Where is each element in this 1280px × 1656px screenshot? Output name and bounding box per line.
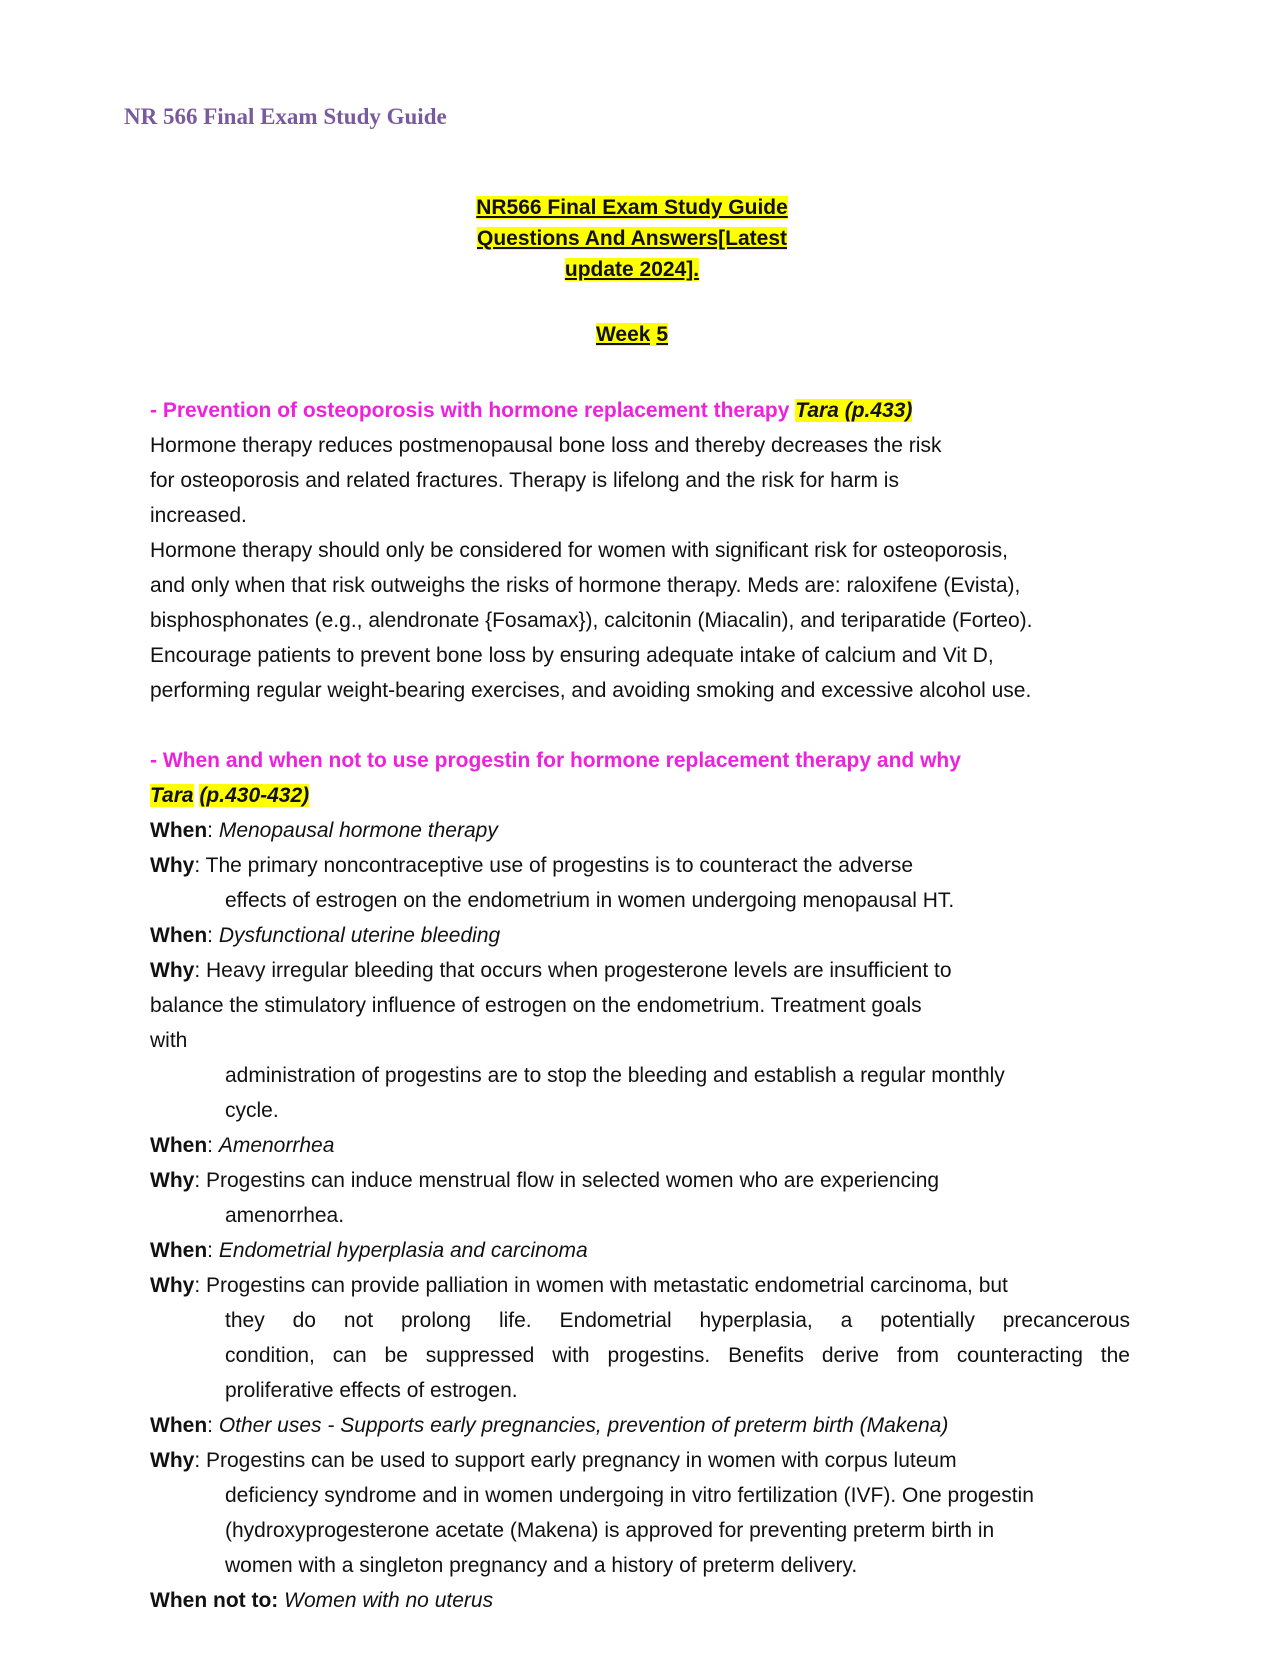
when-value: Dysfunctional uterine bleeding bbox=[218, 924, 501, 947]
document-header: NR 566 Final Exam Study Guide bbox=[124, 104, 447, 129]
section-1-body bbox=[150, 428, 1130, 708]
paragraph-line: and only when that risk outweighs the risks of hormone therapy. Meds are: raloxifene (Evista), bbox=[150, 574, 1021, 597]
title-line-3: update 2024]. bbox=[564, 258, 700, 281]
why-continuation: deficiency syndrome and in women undergoing in vitro fertilization (IVF). One progestin bbox=[225, 1484, 1034, 1507]
title-line-1: NR566 Final Exam Study Guide bbox=[476, 196, 788, 219]
when-row: When: Endometrial hyperplasia and carcinoma bbox=[150, 1239, 588, 1262]
when-row: When: Dysfunctional uterine bleeding bbox=[150, 924, 501, 947]
week-number: 5 bbox=[656, 323, 668, 346]
section-2-source-name: Tara bbox=[150, 784, 194, 807]
why-continuation: effects of estrogen on the endometrium in women undergoing menopausal HT. bbox=[225, 889, 955, 912]
why-label: Why bbox=[150, 1449, 195, 1472]
why-continuation: women with a singleton pregnancy and a history of preterm delivery. bbox=[225, 1554, 858, 1577]
when-not-value: Women with no uterus bbox=[284, 1589, 494, 1612]
when-label: When bbox=[150, 924, 208, 947]
section-1-heading bbox=[150, 393, 1130, 428]
why-continuation: amenorrhea. bbox=[225, 1204, 345, 1227]
when-not-row bbox=[150, 1583, 1130, 1618]
why-label: Why bbox=[150, 854, 195, 877]
why-continuation: proliferative effects of estrogen. bbox=[225, 1379, 518, 1402]
why-continuation: with bbox=[150, 1029, 188, 1052]
why-text: Progestins can induce menstrual flow in selected women who are experiencing bbox=[206, 1169, 940, 1192]
when-label: When bbox=[150, 1239, 208, 1262]
why-continuation: condition, can be suppressed with progestins. Benefits derive from counteracting the bbox=[225, 1344, 1130, 1367]
paragraph-line: Hormone therapy reduces postmenopausal bone loss and thereby decreases the risk bbox=[150, 434, 942, 457]
why-row: Why: Progestins can provide palliation in women with metastatic endometrial carcinoma, but bbox=[150, 1274, 1008, 1297]
section-2-source-pages: (p.430-432) bbox=[199, 784, 310, 807]
why-row: Why: Progestins can be used to support early pregnancy in women with corpus luteum bbox=[150, 1449, 957, 1472]
why-row: Why: Progestins can induce menstrual flow in selected women who are experiencing bbox=[150, 1169, 940, 1192]
when-value: Menopausal hormone therapy bbox=[218, 819, 498, 842]
section-2-heading-text: - When and when not to use progestin for hormone replacement therapy and why bbox=[150, 749, 961, 772]
paragraph-line: bisphosphonates (e.g., alendronate {Fosamax}), calcitonin (Miacalin), and teriparatide (Forteo). bbox=[150, 609, 1033, 632]
why-label: Why bbox=[150, 1274, 195, 1297]
paragraph-line: Encourage patients to prevent bone loss by ensuring adequate intake of calcium and Vit D, bbox=[150, 644, 994, 667]
document-title bbox=[0, 192, 1264, 285]
section-2-items bbox=[150, 813, 1130, 1583]
why-continuation: administration of progestins are to stop the bleeding and establish a regular monthly bbox=[225, 1064, 1005, 1087]
paragraph-line: increased. bbox=[150, 504, 247, 527]
when-label: When bbox=[150, 1134, 208, 1157]
when-row: When: Amenorrhea bbox=[150, 1134, 335, 1157]
when-value: Endometrial hyperplasia and carcinoma bbox=[218, 1239, 588, 1262]
section-1-heading-text: - Prevention of osteoporosis with hormone replacement therapy bbox=[150, 399, 790, 422]
week-heading bbox=[0, 323, 1264, 347]
paragraph-line: Hormone therapy should only be considered for women with significant risk for osteoporosis, bbox=[150, 539, 1008, 562]
why-row: Why: The primary noncontraceptive use of progestins is to counteract the adverse bbox=[150, 854, 914, 877]
document-body bbox=[150, 393, 1130, 1618]
why-text: Progestins can be used to support early pregnancy in women with corpus luteum bbox=[206, 1449, 957, 1472]
why-label: Why bbox=[150, 1169, 195, 1192]
when-value: Other uses - Supports early pregnancies, prevention of preterm birth (Makena) bbox=[218, 1414, 949, 1437]
section-2-source bbox=[150, 778, 1130, 813]
why-label: Why bbox=[150, 959, 195, 982]
why-continuation: cycle. bbox=[225, 1099, 279, 1122]
when-row: When: Other uses - Supports early pregnancies, prevention of preterm birth (Makena) bbox=[150, 1414, 949, 1437]
why-text: Heavy irregular bleeding that occurs when progesterone levels are insufficient to bbox=[206, 959, 952, 982]
why-text: Progestins can provide palliation in women with metastatic endometrial carcinoma, but bbox=[206, 1274, 1008, 1297]
why-continuation: (hydroxyprogesterone acetate (Makena) is approved for preventing preterm birth in bbox=[225, 1519, 995, 1542]
paragraph-line: performing regular weight-bearing exercises, and avoiding smoking and excessive alcohol use. bbox=[150, 679, 1032, 702]
section-1-source: Tara (p.433) bbox=[795, 399, 913, 422]
title-line-2: Questions And Answers[Latest bbox=[477, 227, 787, 250]
paragraph-line: for osteoporosis and related fractures. Therapy is lifelong and the risk for harm is bbox=[150, 469, 899, 492]
why-text: The primary noncontraceptive use of progestins is to counteract the adverse bbox=[205, 854, 914, 877]
when-not-label: When not to: bbox=[150, 1589, 279, 1612]
why-continuation: balance the stimulatory influence of estrogen on the endometrium. Treatment goals bbox=[150, 994, 922, 1017]
why-row: Why: Heavy irregular bleeding that occurs when progesterone levels are insufficient to bbox=[150, 959, 952, 982]
when-value: Amenorrhea bbox=[218, 1134, 335, 1157]
week-label: Week bbox=[595, 323, 651, 346]
section-2-heading bbox=[150, 743, 1130, 778]
why-continuation: they do not prolong life. Endometrial hyperplasia, a potentially precancerous bbox=[225, 1309, 1130, 1332]
when-row: When: Menopausal hormone therapy bbox=[150, 819, 498, 842]
when-label: When bbox=[150, 1414, 208, 1437]
when-label: When bbox=[150, 819, 208, 842]
